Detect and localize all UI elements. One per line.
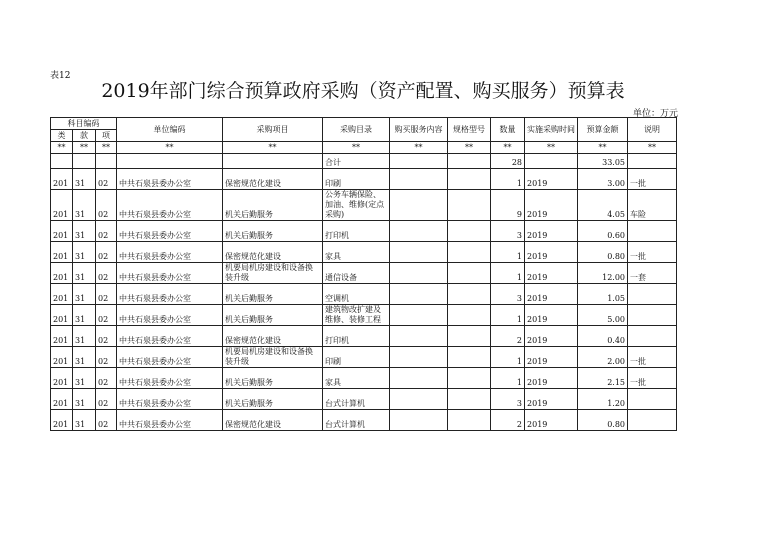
cell-project: 机关后勤服务 (223, 368, 323, 389)
cell-project: 机关后勤服务 (223, 389, 323, 410)
cell-service (390, 190, 448, 221)
header-note: 说明 (628, 118, 677, 142)
cell-service (390, 410, 448, 431)
star-cell: ** (223, 142, 323, 154)
header-unit-code: 单位编码 (117, 118, 223, 142)
cell-xiang: 02 (96, 368, 117, 389)
table-row (51, 190, 677, 221)
cell-kuan: 31 (73, 169, 96, 190)
header-subject-code: 科目编码 (51, 118, 117, 130)
cell-spec (448, 347, 491, 368)
cell-quantity: 1 (491, 347, 525, 368)
star-cell: ** (117, 142, 223, 154)
table-row (51, 389, 677, 410)
cell-catalog: 台式计算机 (323, 410, 390, 431)
table-row (51, 347, 677, 368)
table-row (51, 221, 677, 242)
cell-kuan: 31 (73, 326, 96, 347)
cell-note (628, 284, 677, 305)
star-cell: ** (448, 142, 491, 154)
header-project: 采购项目 (223, 118, 323, 142)
table-number: 表12 (50, 71, 71, 81)
procurement-table (50, 117, 677, 431)
table-row (51, 305, 677, 326)
cell-lei: 201 (51, 305, 73, 326)
cell-kuan: 31 (73, 284, 96, 305)
cell-lei: 201 (51, 347, 73, 368)
cell-service (390, 221, 448, 242)
star-cell: ** (96, 142, 117, 154)
cell-time: 2019 (525, 242, 578, 263)
cell-unit: 中共石泉县委办公室 (117, 368, 223, 389)
cell-quantity: 1 (491, 368, 525, 389)
cell-amount: 5.00 (578, 305, 628, 326)
cell-quantity: 3 (491, 221, 525, 242)
cell-project: 机关后勤服务 (223, 190, 323, 221)
header-quantity: 数量 (491, 118, 525, 142)
table-row (51, 368, 677, 389)
cell-xiang: 02 (96, 242, 117, 263)
star-cell: ** (578, 142, 628, 154)
cell-note (628, 389, 677, 410)
star-cell: ** (628, 142, 677, 154)
cell-xiang: 02 (96, 263, 117, 284)
cell-service (390, 368, 448, 389)
total-amount: 33.05 (578, 154, 628, 169)
cell-note: 一批 (628, 169, 677, 190)
cell-note: 车险 (628, 190, 677, 221)
cell-unit: 中共石泉县委办公室 (117, 326, 223, 347)
star-cell: ** (390, 142, 448, 154)
table-row (51, 263, 677, 284)
cell-quantity: 3 (491, 389, 525, 410)
cell-unit: 中共石泉县委办公室 (117, 190, 223, 221)
cell-amount: 1.05 (578, 284, 628, 305)
cell-unit: 中共石泉县委办公室 (117, 347, 223, 368)
cell-service (390, 347, 448, 368)
table-row (51, 326, 677, 347)
cell-lei: 201 (51, 263, 73, 284)
cell-project: 机关后勤服务 (223, 284, 323, 305)
cell-service (390, 284, 448, 305)
cell-spec (448, 169, 491, 190)
cell-amount: 0.60 (578, 221, 628, 242)
header-amount: 预算金额 (578, 118, 628, 142)
cell-catalog: 印刷 (323, 347, 390, 368)
cell-kuan: 31 (73, 389, 96, 410)
cell-catalog: 公务车辆保险、加油、维修(定点采购) (323, 190, 390, 221)
cell-spec (448, 284, 491, 305)
table-row (51, 242, 677, 263)
cell-spec (448, 305, 491, 326)
cell-catalog: 建筑物改扩建及维修、装修工程 (323, 305, 390, 326)
cell-time: 2019 (525, 368, 578, 389)
cell-lei: 201 (51, 169, 73, 190)
cell-service (390, 242, 448, 263)
cell-time: 2019 (525, 326, 578, 347)
cell-kuan: 31 (73, 221, 96, 242)
cell-catalog: 通信设备 (323, 263, 390, 284)
star-cell: ** (73, 142, 96, 154)
cell-time: 2019 (525, 389, 578, 410)
table-row (51, 169, 677, 190)
table-row (51, 410, 677, 431)
cell-lei: 201 (51, 190, 73, 221)
header-service-content: 购买服务内容 (390, 118, 448, 142)
cell-service (390, 389, 448, 410)
star-cell: ** (323, 142, 390, 154)
cell-note: 一套 (628, 263, 677, 284)
cell-unit: 中共石泉县委办公室 (117, 263, 223, 284)
cell-unit: 中共石泉县委办公室 (117, 284, 223, 305)
cell-quantity: 1 (491, 169, 525, 190)
cell-lei: 201 (51, 326, 73, 347)
cell-amount: 4.05 (578, 190, 628, 221)
star-cell: ** (491, 142, 525, 154)
cell-time: 2019 (525, 347, 578, 368)
cell-catalog: 家具 (323, 242, 390, 263)
header-kuan: 款 (73, 130, 96, 142)
cell-lei: 201 (51, 389, 73, 410)
cell-lei: 201 (51, 242, 73, 263)
cell-note (628, 221, 677, 242)
cell-note: 一批 (628, 242, 677, 263)
cell-kuan: 31 (73, 190, 96, 221)
cell-amount: 0.80 (578, 410, 628, 431)
cell-unit: 中共石泉县委办公室 (117, 305, 223, 326)
cell-note: 一批 (628, 347, 677, 368)
cell-amount: 0.80 (578, 242, 628, 263)
cell-note (628, 326, 677, 347)
cell-kuan: 31 (73, 410, 96, 431)
star-row (51, 142, 677, 154)
cell-note: 一批 (628, 368, 677, 389)
cell-unit: 中共石泉县委办公室 (117, 389, 223, 410)
cell-kuan: 31 (73, 263, 96, 284)
cell-quantity: 1 (491, 305, 525, 326)
total-row (51, 154, 677, 169)
cell-project: 保密规范化建设 (223, 242, 323, 263)
cell-xiang: 02 (96, 389, 117, 410)
header-row-1 (51, 118, 677, 130)
table-row (51, 284, 677, 305)
cell-spec (448, 263, 491, 284)
cell-amount: 12.00 (578, 263, 628, 284)
header-spec: 规格型号 (448, 118, 491, 142)
cell-lei: 201 (51, 221, 73, 242)
cell-quantity: 2 (491, 326, 525, 347)
header-xiang: 项 (96, 130, 117, 142)
cell-amount: 1.20 (578, 389, 628, 410)
header-catalog: 采购目录 (323, 118, 390, 142)
cell-spec (448, 389, 491, 410)
cell-time: 2019 (525, 190, 578, 221)
cell-quantity: 9 (491, 190, 525, 221)
cell-note (628, 305, 677, 326)
cell-amount: 2.15 (578, 368, 628, 389)
cell-project: 机关后勤服务 (223, 221, 323, 242)
cell-project: 机关后勤服务 (223, 305, 323, 326)
cell-kuan: 31 (73, 242, 96, 263)
cell-quantity: 1 (491, 263, 525, 284)
cell-spec (448, 326, 491, 347)
cell-spec (448, 190, 491, 221)
cell-note (628, 410, 677, 431)
cell-project: 保密规范化建设 (223, 326, 323, 347)
cell-xiang: 02 (96, 326, 117, 347)
cell-kuan: 31 (73, 368, 96, 389)
cell-time: 2019 (525, 305, 578, 326)
cell-quantity: 2 (491, 410, 525, 431)
cell-spec (448, 242, 491, 263)
cell-unit: 中共石泉县委办公室 (117, 242, 223, 263)
star-cell: ** (525, 142, 578, 154)
cell-kuan: 31 (73, 347, 96, 368)
cell-xiang: 02 (96, 347, 117, 368)
cell-time: 2019 (525, 169, 578, 190)
cell-xiang: 02 (96, 305, 117, 326)
header-lei: 类 (51, 130, 73, 142)
star-cell: ** (51, 142, 73, 154)
page-title: 2019年部门综合预算政府采购（资产配置、购买服务）预算表 (101, 80, 625, 102)
cell-unit: 中共石泉县委办公室 (117, 169, 223, 190)
cell-project: 保密规范化建设 (223, 169, 323, 190)
cell-catalog: 打印机 (323, 221, 390, 242)
cell-service (390, 263, 448, 284)
cell-catalog: 家具 (323, 368, 390, 389)
cell-project: 保密规范化建设 (223, 410, 323, 431)
unit-label: 单位：万元 (632, 109, 678, 119)
cell-quantity: 1 (491, 242, 525, 263)
cell-lei: 201 (51, 284, 73, 305)
cell-lei: 201 (51, 410, 73, 431)
cell-spec (448, 368, 491, 389)
cell-project: 机要局机房建设和设备换装升级 (223, 263, 323, 284)
cell-spec (448, 410, 491, 431)
cell-time: 2019 (525, 263, 578, 284)
cell-service (390, 305, 448, 326)
cell-catalog: 台式计算机 (323, 389, 390, 410)
cell-service (390, 169, 448, 190)
cell-kuan: 31 (73, 305, 96, 326)
cell-time: 2019 (525, 284, 578, 305)
cell-spec (448, 221, 491, 242)
cell-project: 机要局机房建设和设备换装升级 (223, 347, 323, 368)
cell-xiang: 02 (96, 221, 117, 242)
cell-amount: 3.00 (578, 169, 628, 190)
cell-xiang: 02 (96, 410, 117, 431)
cell-lei: 201 (51, 368, 73, 389)
total-quantity: 28 (491, 154, 525, 169)
cell-xiang: 02 (96, 190, 117, 221)
cell-quantity: 3 (491, 284, 525, 305)
cell-time: 2019 (525, 221, 578, 242)
total-label: 合计 (323, 154, 390, 169)
cell-amount: 2.00 (578, 347, 628, 368)
cell-amount: 0.40 (578, 326, 628, 347)
cell-catalog: 空调机 (323, 284, 390, 305)
header-time: 实施采购时间 (525, 118, 578, 142)
cell-unit: 中共石泉县委办公室 (117, 410, 223, 431)
cell-service (390, 326, 448, 347)
cell-unit: 中共石泉县委办公室 (117, 221, 223, 242)
cell-xiang: 02 (96, 284, 117, 305)
cell-xiang: 02 (96, 169, 117, 190)
cell-catalog: 印刷 (323, 169, 390, 190)
cell-catalog: 打印机 (323, 326, 390, 347)
cell-time: 2019 (525, 410, 578, 431)
